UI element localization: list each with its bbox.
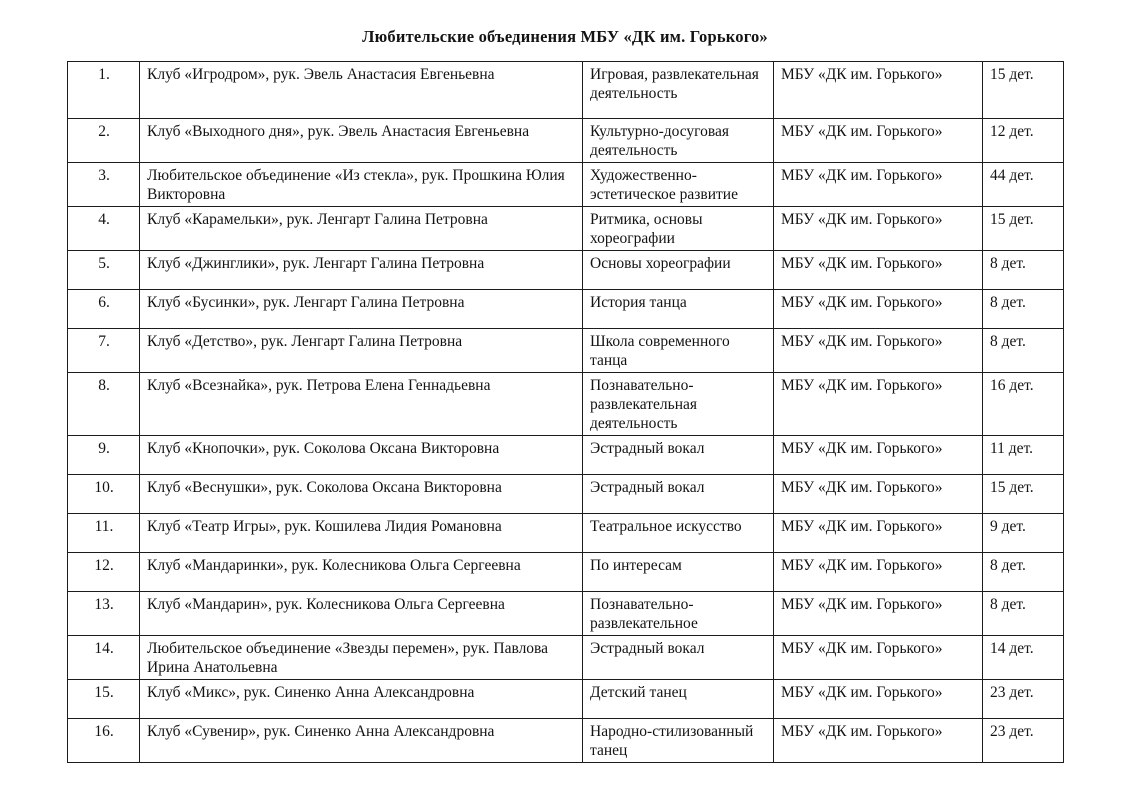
activity-cell: Детский танец [583,680,774,719]
row-number: 9. [68,436,140,475]
club-leader-cell: Любительское объединение «Звезды перемен», рук. Павлова Ирина Анатольевна [140,636,583,680]
children-count-cell: 44 дет. [983,163,1064,207]
organization-cell: МБУ «ДК им. Горького» [774,719,983,763]
row-number: 1. [68,62,140,119]
organization-cell: МБУ «ДК им. Горького» [774,636,983,680]
activity-cell: По интересам [583,553,774,592]
table-row [68,553,1064,592]
row-number: 15. [68,680,140,719]
table-row [68,251,1064,290]
row-number: 8. [68,373,140,436]
organization-cell: МБУ «ДК им. Горького» [774,436,983,475]
document-page [67,0,1063,763]
organization-cell: МБУ «ДК им. Горького» [774,373,983,436]
activity-cell: Эстрадный вокал [583,636,774,680]
children-count-cell: 8 дет. [983,553,1064,592]
organization-cell: МБУ «ДК им. Горького» [774,290,983,329]
club-leader-cell: Клуб «Мандарин», рук. Колесникова Ольга Сергеевна [140,592,583,636]
table-row [68,475,1064,514]
children-count-cell: 8 дет. [983,329,1064,373]
activity-cell: Познавательно-развлекательная деятельность [583,373,774,436]
children-count-cell: 16 дет. [983,373,1064,436]
table-row [68,207,1064,251]
club-leader-cell: Клуб «Театр Игры», рук. Кошилева Лидия Романовна [140,514,583,553]
children-count-cell: 15 дет. [983,62,1064,119]
table-row [68,436,1064,475]
children-count-cell: 15 дет. [983,475,1064,514]
table-row [68,373,1064,436]
table-row [68,592,1064,636]
children-count-cell: 8 дет. [983,592,1064,636]
organization-cell: МБУ «ДК им. Горького» [774,475,983,514]
row-number: 3. [68,163,140,207]
activity-cell: История танца [583,290,774,329]
table-row [68,636,1064,680]
row-number: 5. [68,251,140,290]
activity-cell: Познавательно-развлекательное [583,592,774,636]
table-row [68,719,1064,763]
organization-cell: МБУ «ДК им. Горького» [774,329,983,373]
activity-cell: Ритмика, основы хореографии [583,207,774,251]
activity-cell: Эстрадный вокал [583,436,774,475]
club-leader-cell: Клуб «Всезнайка», рук. Петрова Елена Геннадьевна [140,373,583,436]
activity-cell: Художественно-эстетическое развитие [583,163,774,207]
activity-cell: Культурно-досуговая деятельность [583,119,774,163]
club-leader-cell: Клуб «Джинглики», рук. Ленгарт Галина Петровна [140,251,583,290]
club-leader-cell: Клуб «Игродром», рук. Эвель Анастасия Евгеньевна [140,62,583,119]
children-count-cell: 8 дет. [983,251,1064,290]
club-leader-cell: Клуб «Кнопочки», рук. Соколова Оксана Викторовна [140,436,583,475]
table-row [68,163,1064,207]
activity-cell: Театральное искусство [583,514,774,553]
row-number: 11. [68,514,140,553]
activity-cell: Эстрадный вокал [583,475,774,514]
organization-cell: МБУ «ДК им. Горького» [774,163,983,207]
organization-cell: МБУ «ДК им. Горького» [774,680,983,719]
club-leader-cell: Клуб «Веснушки», рук. Соколова Оксана Викторовна [140,475,583,514]
children-count-cell: 14 дет. [983,636,1064,680]
table-row [68,290,1064,329]
row-number: 13. [68,592,140,636]
club-leader-cell: Клуб «Детство», рук. Ленгарт Галина Петровна [140,329,583,373]
clubs-table [67,61,1064,763]
activity-cell: Школа современного танца [583,329,774,373]
children-count-cell: 23 дет. [983,680,1064,719]
children-count-cell: 15 дет. [983,207,1064,251]
organization-cell: МБУ «ДК им. Горького» [774,514,983,553]
row-number: 7. [68,329,140,373]
organization-cell: МБУ «ДК им. Горького» [774,62,983,119]
table-row [68,62,1064,119]
table-row [68,329,1064,373]
children-count-cell: 23 дет. [983,719,1064,763]
children-count-cell: 9 дет. [983,514,1064,553]
row-number: 10. [68,475,140,514]
club-leader-cell: Клуб «Выходного дня», рук. Эвель Анастасия Евгеньевна [140,119,583,163]
activity-cell: Игровая, развлекательная деятельность [583,62,774,119]
activity-cell: Народно-стилизованный танец [583,719,774,763]
organization-cell: МБУ «ДК им. Горького» [774,553,983,592]
table-row [68,680,1064,719]
organization-cell: МБУ «ДК им. Горького» [774,207,983,251]
children-count-cell: 12 дет. [983,119,1064,163]
page-title: Любительские объединения МБУ «ДК им. Горького» [362,27,768,46]
table-row [68,514,1064,553]
row-number: 14. [68,636,140,680]
club-leader-cell: Клуб «Карамельки», рук. Ленгарт Галина Петровна [140,207,583,251]
organization-cell: МБУ «ДК им. Горького» [774,119,983,163]
club-leader-cell: Любительское объединение «Из стекла», рук. Прошкина Юлия Викторовна [140,163,583,207]
club-leader-cell: Клуб «Сувенир», рук. Синенко Анна Александровна [140,719,583,763]
children-count-cell: 8 дет. [983,290,1064,329]
row-number: 12. [68,553,140,592]
row-number: 4. [68,207,140,251]
row-number: 6. [68,290,140,329]
organization-cell: МБУ «ДК им. Горького» [774,592,983,636]
club-leader-cell: Клуб «Мандаринки», рук. Колесникова Ольга Сергеевна [140,553,583,592]
table-row [68,119,1064,163]
row-number: 2. [68,119,140,163]
children-count-cell: 11 дет. [983,436,1064,475]
activity-cell: Основы хореографии [583,251,774,290]
organization-cell: МБУ «ДК им. Горького» [774,251,983,290]
club-leader-cell: Клуб «Бусинки», рук. Ленгарт Галина Петровна [140,290,583,329]
club-leader-cell: Клуб «Микс», рук. Синенко Анна Александровна [140,680,583,719]
row-number: 16. [68,719,140,763]
